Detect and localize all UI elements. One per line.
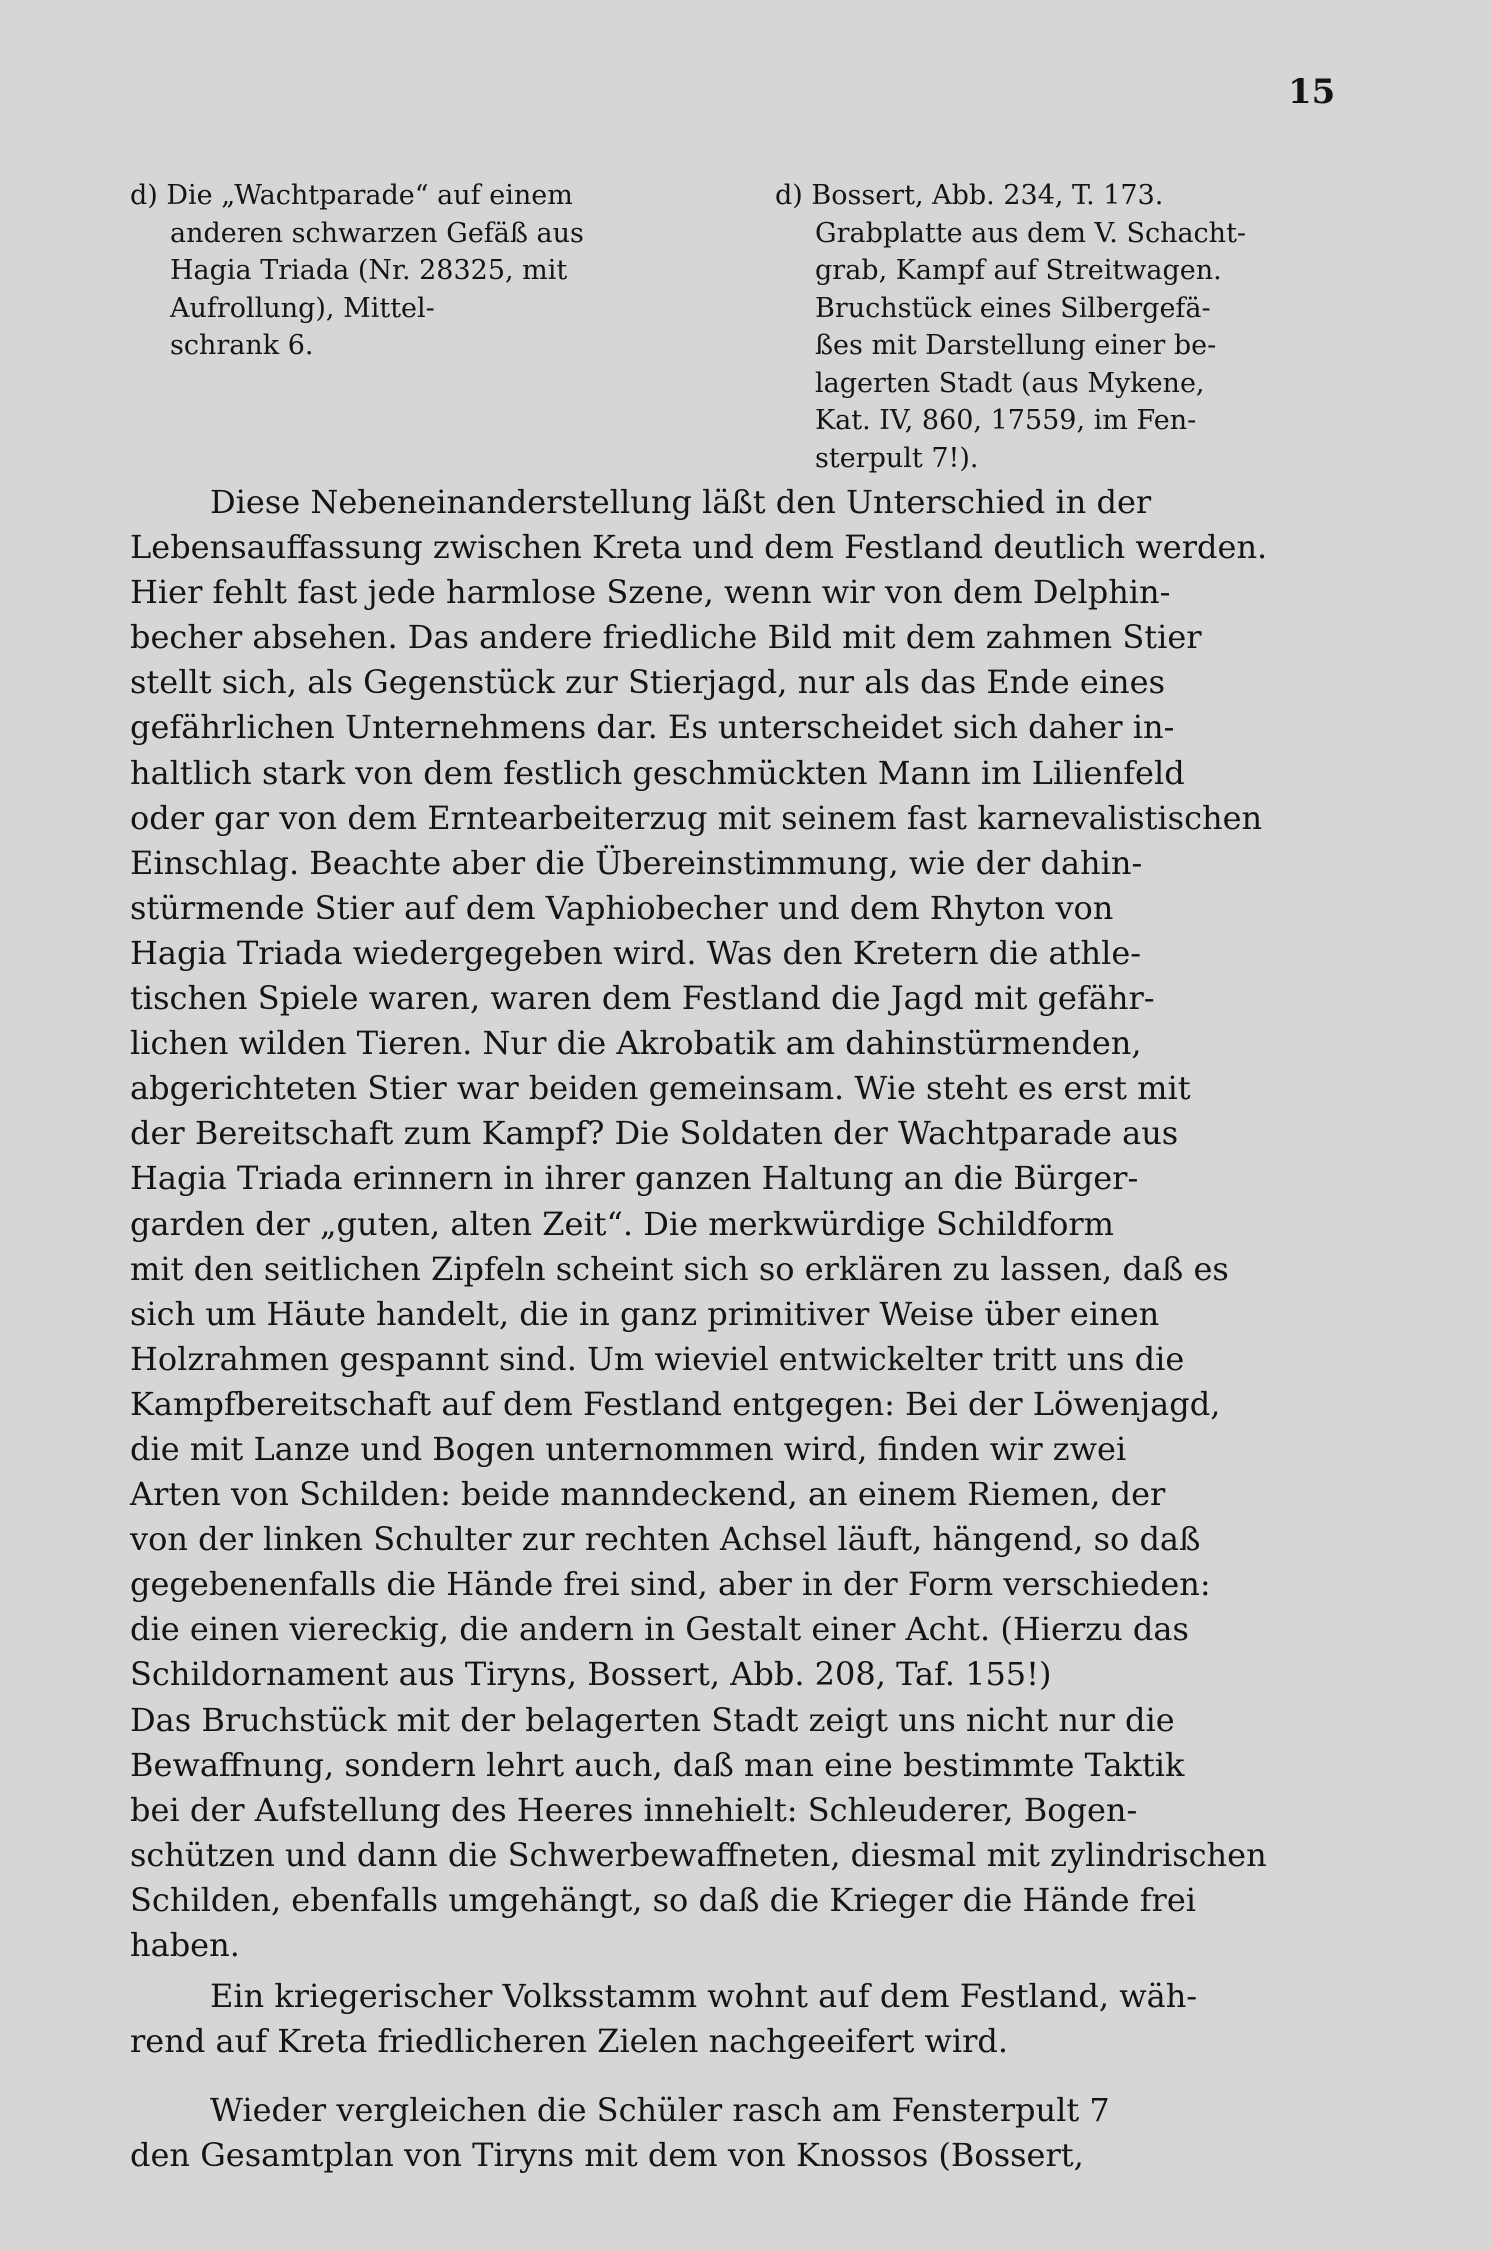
text-line: Arten von Schilden: beide manndeckend, an einem Riemen, der: [130, 1475, 1166, 1514]
text-line: lichen wilden Tieren. Nur die Akrobatik am dahinstürmenden,: [130, 1024, 1142, 1063]
note-right-line: Bruchstück eines Silbergefä-: [815, 292, 1211, 324]
note-left-line: schrank 6.: [170, 330, 314, 361]
text-line: oder gar von dem Erntearbeiterzug mit seinem fast karnevalistischen: [130, 798, 1263, 837]
text-line: haltlich stark von dem festlich geschmückten Mann im Lilienfeld: [130, 753, 1185, 792]
text-line: becher absehen. Das andere friedliche Bild mit dem zahmen Stier: [130, 618, 1202, 657]
text-line: schützen und dann die Schwerbewaffneten, diesmal mit zylindrischen: [130, 1835, 1267, 1874]
paragraph-main: [130, 480, 1330, 1968]
note-right-line: Grabplatte aus dem V. Schacht-: [815, 217, 1247, 249]
text-line: garden der „guten, alten Zeit“. Die merkwürdige Schildform: [130, 1204, 1114, 1243]
text-line: die mit Lanze und Bogen unternommen wird, finden wir zwei: [130, 1429, 1127, 1468]
text-line: der Bereitschaft zum Kampf? Die Soldaten der Wachtparade aus: [130, 1114, 1179, 1153]
text-line: Schildornament aus Tiryns, Bossert, Abb. 208, Taf. 155!): [130, 1655, 1052, 1694]
paragraph-comparison: [130, 2088, 1330, 2178]
text-line: sich um Häute handelt, die in ganz primitiver Weise über einen: [130, 1294, 1160, 1333]
page-number: 15: [1288, 72, 1336, 112]
text-line: Ein kriegerischer Volksstamm wohnt auf dem Festland, wäh-: [210, 1977, 1198, 2015]
text-line: haben.: [130, 1926, 240, 1964]
text-line: die einen viereckig, die andern in Gestalt einer Acht. (Hierzu das: [130, 1610, 1189, 1649]
note-right-line: Kat. IV, 860, 17559, im Fen-: [815, 405, 1197, 436]
text-line: Hier fehlt fast jede harmlose Szene, wenn wir von dem Delphin-: [130, 573, 1171, 612]
text-line: mit den seitlichen Zipfeln scheint sich so erklären zu lassen, daß es: [130, 1249, 1229, 1288]
text-line: Hagia Triada erinnern in ihrer ganzen Haltung an die Bürger-: [130, 1159, 1139, 1198]
text-line: Lebensauffassung zwischen Kreta und dem Festland deutlich werden.: [130, 528, 1268, 567]
text-line: Das Bruchstück mit der belagerten Stadt zeigt uns nicht nur die: [130, 1700, 1175, 1739]
text-line: den Gesamtplan von Tiryns mit dem von Knossos (Bossert,: [130, 2136, 1084, 2175]
text-line: gegebenenfalls die Hände frei sind, aber in der Form verschieden:: [130, 1565, 1211, 1604]
text-line: von der linken Schulter zur rechten Achsel läuft, hängend, so daß: [130, 1520, 1201, 1559]
note-left-line: d) Die „Wachtparade“ auf einem: [130, 180, 573, 211]
text-line: Holzrahmen gespannt sind. Um wieviel entwickelter tritt uns die: [130, 1339, 1185, 1378]
text-line: Einschlag. Beachte aber die Übereinstimmung, wie der dahin-: [130, 843, 1143, 882]
text-line: Wieder vergleichen die Schüler rasch am Fensterpult 7: [210, 2091, 1110, 2129]
text-line: tischen Spiele waren, waren dem Festland die Jagd mit gefähr-: [130, 979, 1155, 1018]
paragraph-conclusion: [130, 1974, 1330, 2064]
note-right-line: d) Bossert, Abb. 234, T. 173.: [775, 180, 1164, 211]
text-line: Diese Nebeneinanderstellung läßt den Unterschied in der: [210, 483, 1152, 521]
note-right-line: grab, Kampf auf Streitwagen.: [815, 255, 1222, 286]
note-right-line: sterpult 7!).: [815, 442, 979, 474]
text-line: abgerichteten Stier war beiden gemeinsam. Wie steht es erst mit: [130, 1069, 1191, 1108]
text-line: bei der Aufstellung des Heeres innehielt: Schleuderer, Bogen-: [130, 1790, 1138, 1829]
note-right: [775, 177, 1350, 477]
note-right-line: lagerten Stadt (aus Mykene,: [815, 367, 1205, 399]
text-line: stellt sich, als Gegenstück zur Stierjagd, nur als das Ende eines: [130, 663, 1166, 702]
text-line: Hagia Triada wiedergegeben wird. Was den Kretern die athle-: [130, 933, 1142, 972]
text-line: stürmende Stier auf dem Vaphiobecher und dem Rhyton von: [130, 888, 1114, 927]
note-left-line: Aufrollung), Mittel-: [170, 292, 435, 324]
text-line: Kampfbereitschaft auf dem Festland entgegen: Bei der Löwenjagd,: [130, 1384, 1221, 1423]
note-left-line: anderen schwarzen Gefäß aus: [170, 217, 584, 249]
text-line: rend auf Kreta friedlicheren Zielen nachgeeifert wird.: [130, 2022, 1009, 2061]
text-line: Bewaffnung, sondern lehrt auch, daß man eine bestimmte Taktik: [130, 1745, 1185, 1784]
note-right-line: ßes mit Darstellung einer be-: [815, 330, 1217, 361]
note-left-line: Hagia Triada (Nr. 28325, mit: [170, 255, 568, 286]
text-line: Schilden, ebenfalls umgehängt, so daß die Krieger die Hände frei: [130, 1880, 1196, 1919]
text-line: gefährlichen Unternehmens dar. Es unterscheidet sich daher in-: [130, 708, 1175, 747]
note-left: [130, 177, 720, 365]
